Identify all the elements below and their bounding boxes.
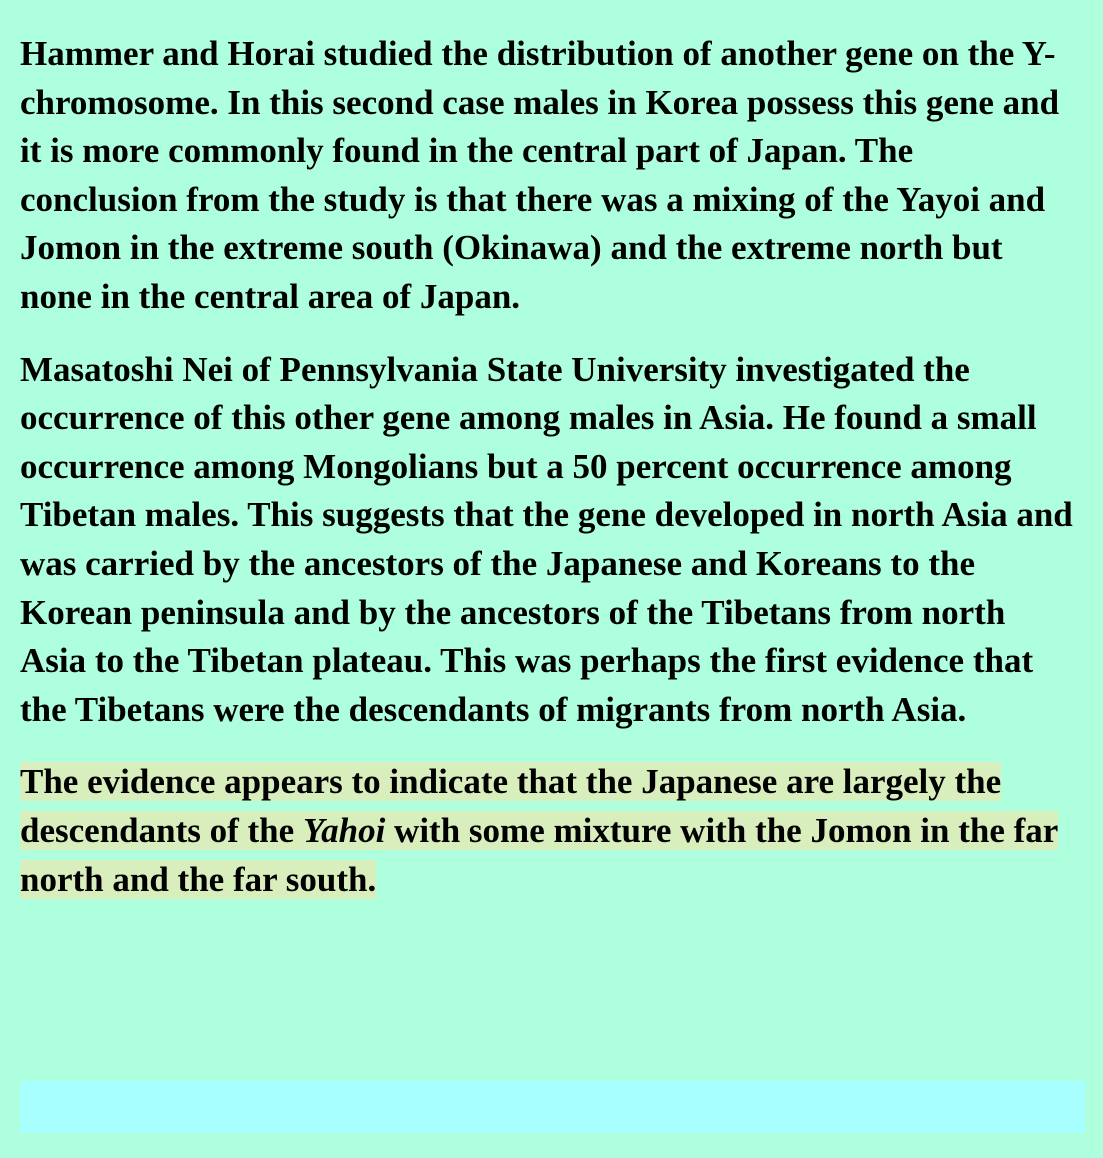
paragraph-conclusion	[20, 758, 1073, 904]
conclusion-text-before: The evidence appears to indicate that the Japanese are largely the descendants of the	[20, 762, 1002, 850]
paragraph-hammer-horai: Hammer and Horai studied the distribution of another gene on the Y-chromosome. In this second case males in Korea possess this gene and it is more commonly found in the central part of Japan. The conclusion from the study is that there was a mixing of the Yayoi and Jomon in the extreme south (Okinawa) and the extreme north but none in the central area of Japan.	[20, 34, 1060, 316]
conclusion-italic-term: Yahoi	[302, 810, 386, 850]
footer-box	[20, 1081, 1085, 1133]
conclusion-text-after: with some mixture with the Jomon in the far north and the far south.	[20, 810, 1058, 899]
highlighted-conclusion	[20, 762, 1058, 898]
paragraph-masatoshi-nei: Masatoshi Nei of Pennsylvania State University investigated the occurrence of this other gene among males in Asia. He found a small occurrence among Mongolians but a 50 percent occurrence among Tibetan males. This suggests that the gene developed in north Asia and was carried by the ancestors of the Japanese and Koreans to the Korean peninsula and by the ancestors of the Tibetans from north Asia to the Tibetan plateau. This was perhaps the first evidence that the Tibetans were the descendants of migrants from north Asia.	[20, 349, 1073, 729]
